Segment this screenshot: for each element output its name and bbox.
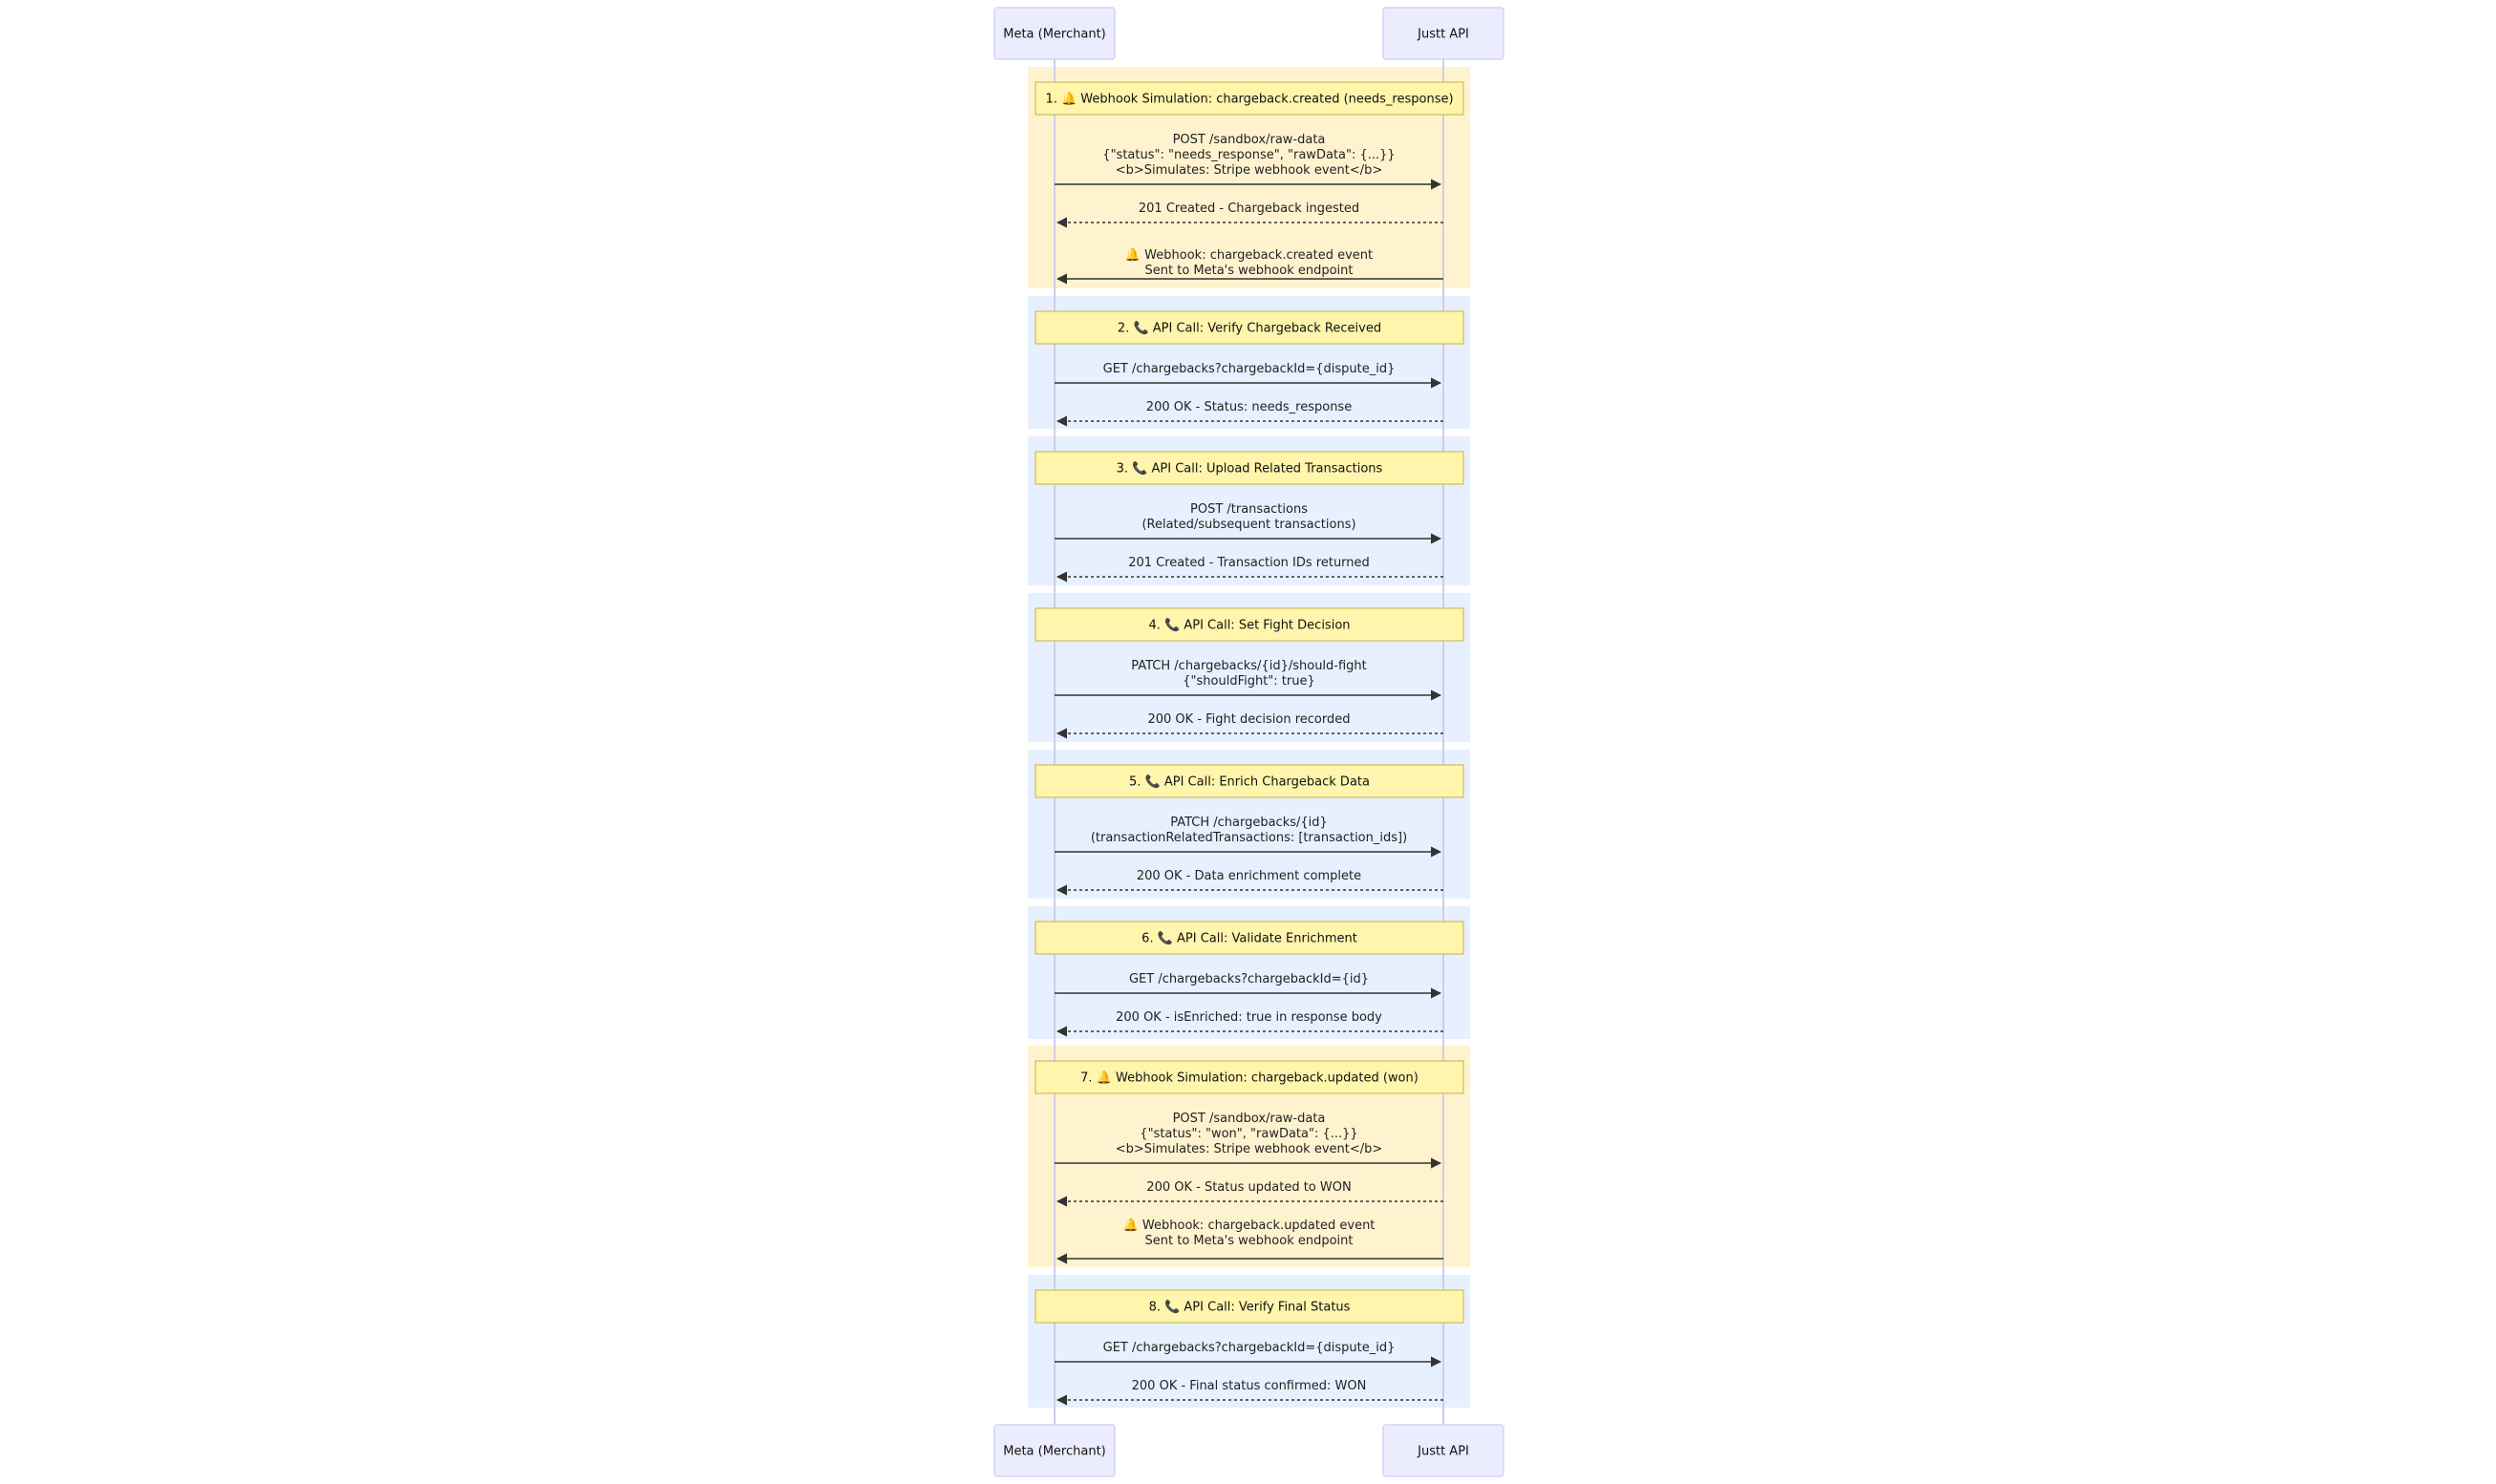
message-line: POST /sandbox/raw-data bbox=[1172, 132, 1326, 147]
step-4-note bbox=[1035, 608, 1463, 641]
message-line: Sent to Meta's webhook endpoint bbox=[1144, 263, 1354, 278]
message-label bbox=[1147, 712, 1350, 727]
message-line: 🔔 Webhook: chargeback.updated event bbox=[1122, 1218, 1376, 1233]
message-label bbox=[1132, 1379, 1367, 1393]
actor-justt-bottom bbox=[1383, 1425, 1504, 1476]
message-label bbox=[1116, 1010, 1382, 1025]
actor-label: Meta (Merchant) bbox=[1003, 1444, 1106, 1459]
step-7-note bbox=[1035, 1061, 1463, 1093]
message-label bbox=[1103, 1341, 1396, 1355]
message-label bbox=[1128, 556, 1370, 570]
message-label bbox=[1129, 972, 1369, 986]
message-line: 201 Created - Transaction IDs returned bbox=[1128, 555, 1370, 570]
note-label: 1. 🔔 Webhook Simulation: chargeback.created (needs_response) bbox=[1045, 92, 1454, 107]
step-1-note bbox=[1035, 82, 1463, 115]
note-label: 3. 📞 API Call: Upload Related Transactions bbox=[1116, 461, 1383, 477]
message-label bbox=[1137, 869, 1361, 883]
message-line: (transactionRelatedTransactions: [transaction_ids]) bbox=[1090, 830, 1408, 845]
message-label bbox=[1139, 201, 1359, 216]
actor-label: Meta (Merchant) bbox=[1003, 27, 1106, 42]
message-line: (Related/subsequent transactions) bbox=[1141, 517, 1356, 532]
note-label: 6. 📞 API Call: Validate Enrichment bbox=[1141, 931, 1357, 946]
message-line: GET /chargebacks?chargebackId={dispute_id} bbox=[1102, 1340, 1396, 1355]
actor-meta-top bbox=[994, 8, 1115, 59]
message-line: 200 OK - Data enrichment complete bbox=[1136, 868, 1362, 883]
actor-label: Justt API bbox=[1418, 27, 1469, 42]
message-line: GET /chargebacks?chargebackId={id} bbox=[1128, 971, 1370, 986]
note-label: 4. 📞 API Call: Set Fight Decision bbox=[1148, 618, 1351, 633]
message-line: {"status": "needs_response", "rawData": {...}} bbox=[1102, 147, 1396, 162]
message-line: POST /sandbox/raw-data bbox=[1172, 1111, 1326, 1126]
step-8-note bbox=[1035, 1290, 1463, 1323]
message-line: PATCH /chargebacks/{id}/should-fight bbox=[1131, 658, 1367, 673]
message-label bbox=[1103, 362, 1396, 376]
note-label: 5. 📞 API Call: Enrich Chargeback Data bbox=[1129, 774, 1370, 790]
message-line: 201 Created - Chargeback ingested bbox=[1138, 201, 1360, 216]
actor-justt-top bbox=[1383, 8, 1504, 59]
message-line: 200 OK - isEnriched: true in response body bbox=[1116, 1009, 1382, 1025]
message-line: Sent to Meta's webhook endpoint bbox=[1144, 1233, 1354, 1248]
note-label: 7. 🔔 Webhook Simulation: chargeback.updated (won) bbox=[1080, 1071, 1419, 1086]
message-line: {"shouldFight": true} bbox=[1183, 673, 1315, 689]
message-label bbox=[1146, 1180, 1351, 1195]
message-line: PATCH /chargebacks/{id} bbox=[1170, 815, 1328, 830]
actor-label: Justt API bbox=[1418, 1444, 1469, 1459]
step-3-note bbox=[1035, 452, 1463, 484]
step-2-note bbox=[1035, 311, 1463, 344]
step-6-note bbox=[1035, 922, 1463, 954]
message-line: 200 OK - Final status confirmed: WON bbox=[1131, 1378, 1367, 1393]
note-label: 8. 📞 API Call: Verify Final Status bbox=[1148, 1300, 1351, 1315]
message-line: 🔔 Webhook: chargeback.created event bbox=[1124, 247, 1374, 263]
message-line: 200 OK - Status: needs_response bbox=[1145, 399, 1353, 414]
message-line: <b>Simulates: Stripe webhook event</b> bbox=[1115, 1141, 1383, 1156]
message-line: 200 OK - Status updated to WON bbox=[1146, 1179, 1352, 1195]
step-5-note bbox=[1035, 765, 1463, 797]
note-label: 2. 📞 API Call: Verify Chargeback Received bbox=[1117, 321, 1382, 336]
message-label bbox=[1146, 400, 1352, 414]
message-line: POST /transactions bbox=[1190, 501, 1308, 517]
message-line: GET /chargebacks?chargebackId={dispute_id} bbox=[1102, 361, 1396, 376]
actor-meta-bottom bbox=[994, 1425, 1115, 1476]
message-line: 200 OK - Fight decision recorded bbox=[1147, 711, 1351, 727]
message-line: {"status": "won", "rawData": {...}} bbox=[1140, 1126, 1358, 1141]
message-line: <b>Simulates: Stripe webhook event</b> bbox=[1115, 162, 1383, 178]
